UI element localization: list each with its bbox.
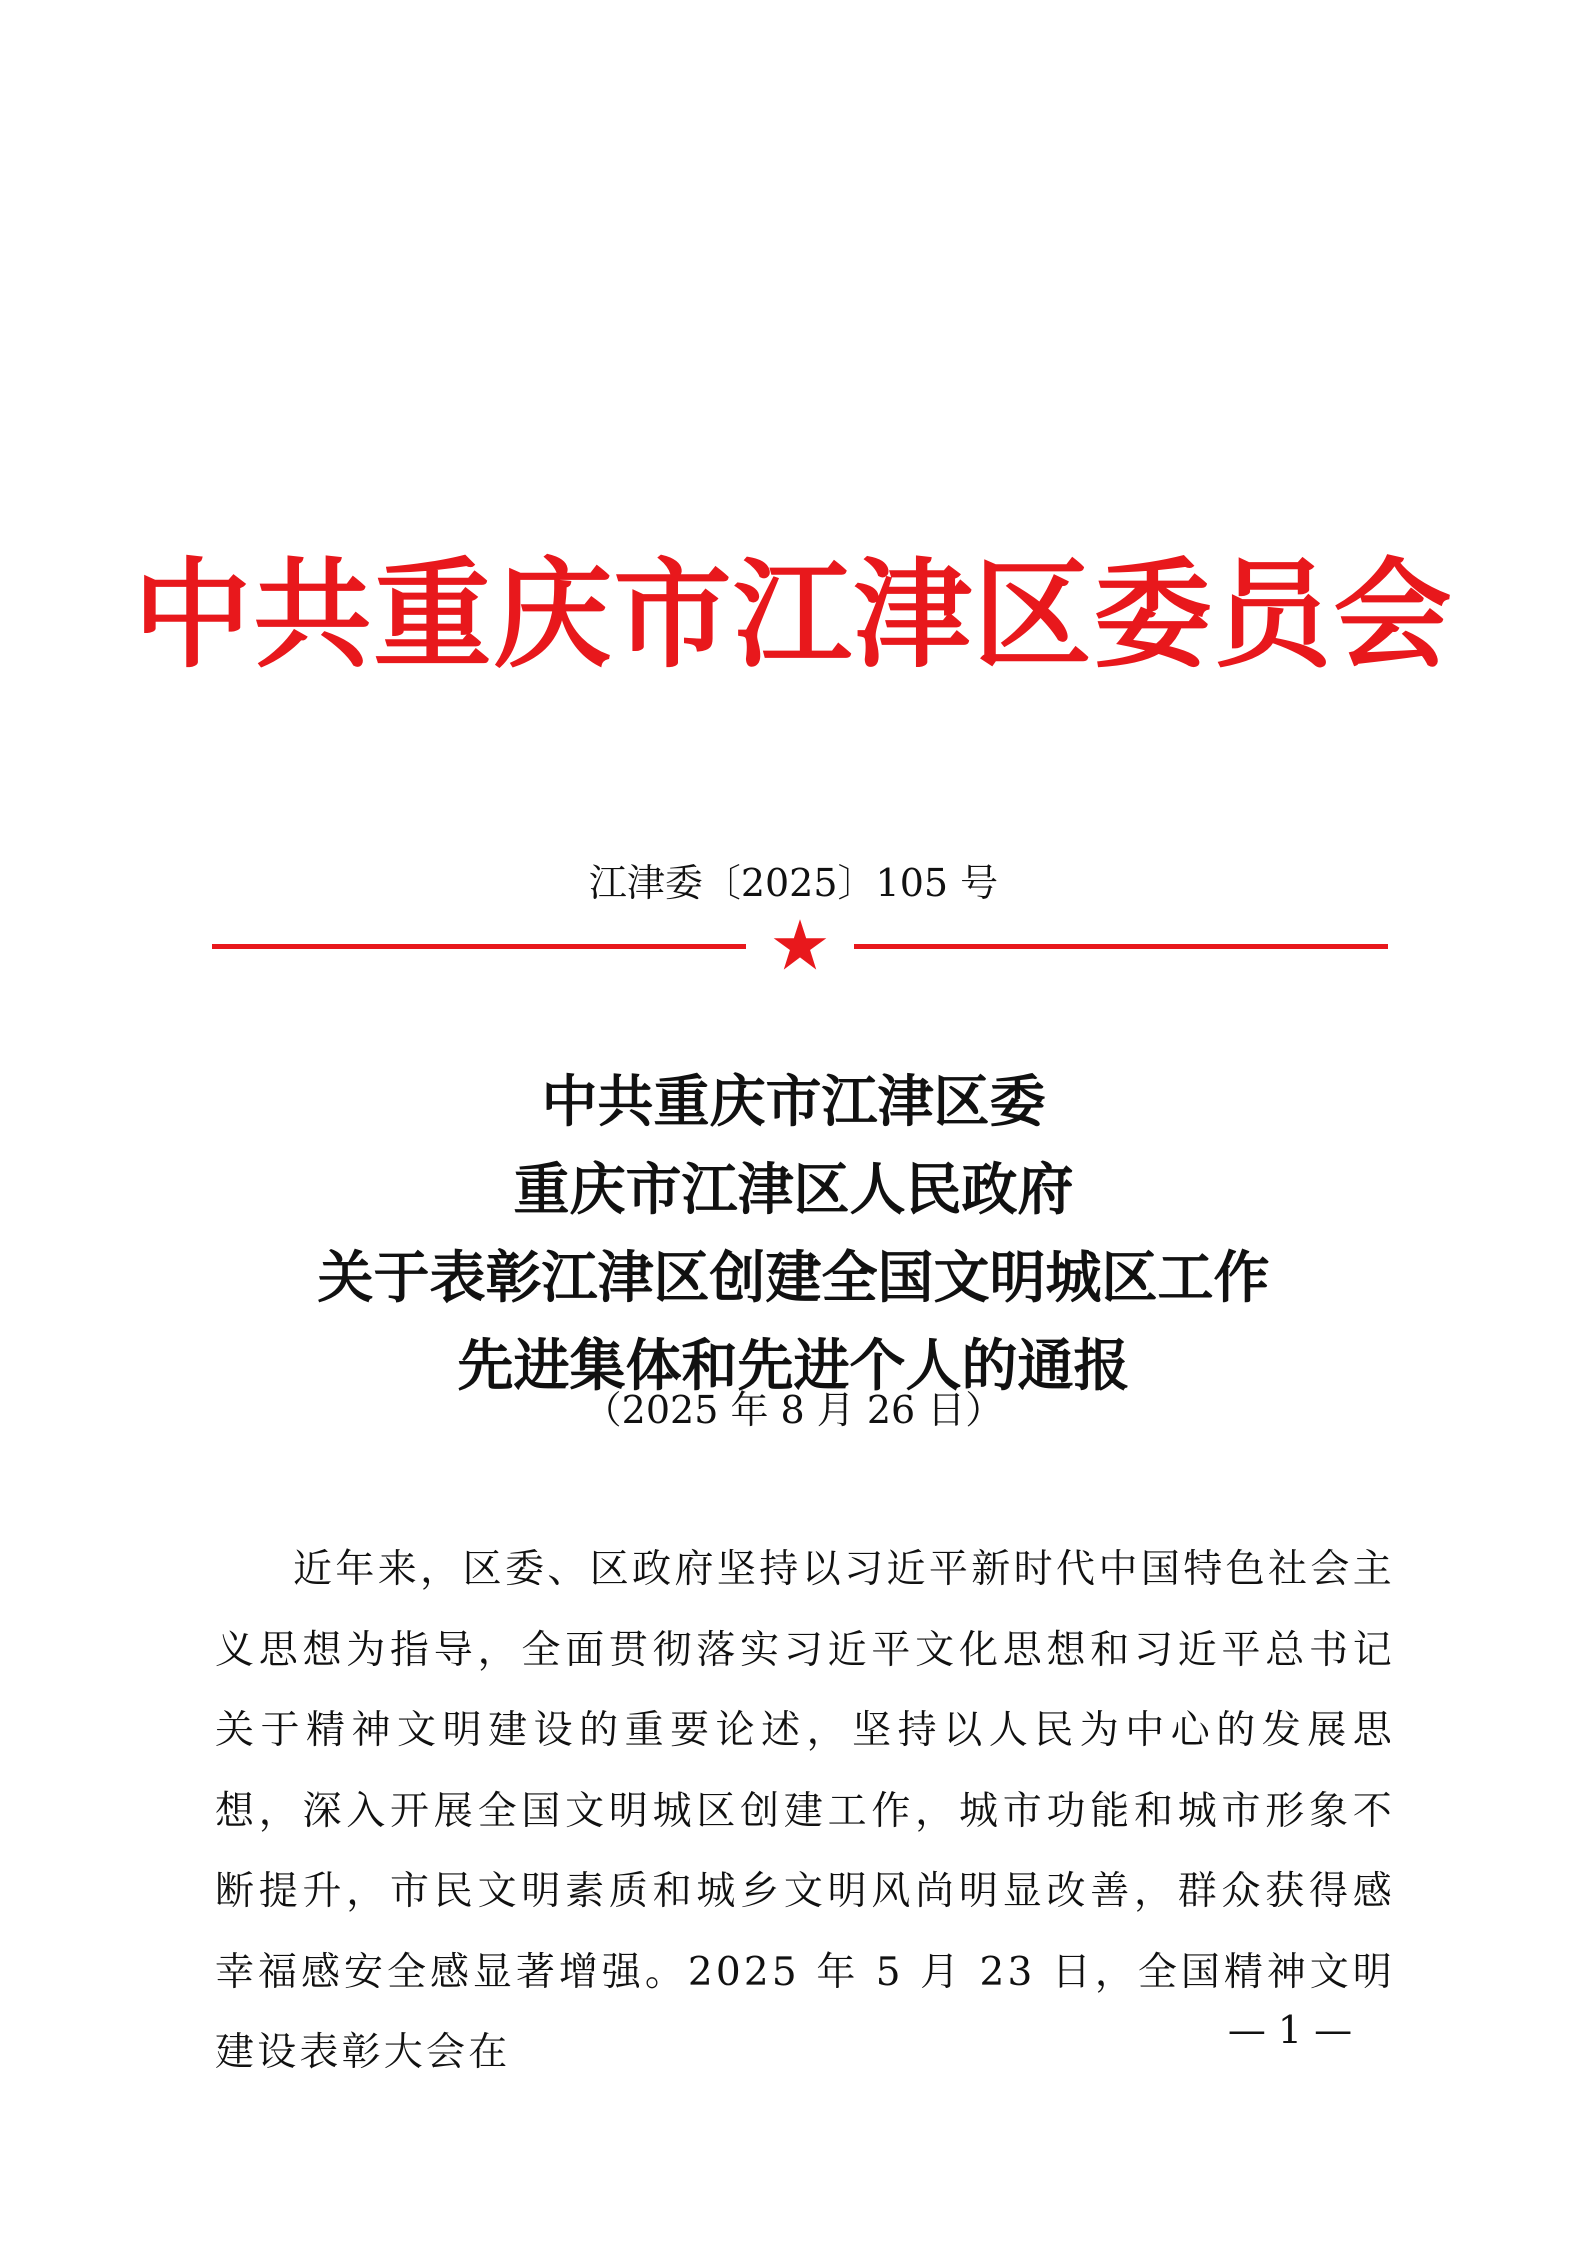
document-title xyxy=(0,1058,1587,1410)
body-paragraph: 近年来，区委、区政府坚持以习近平新时代中国特色社会主义思想为指导，全面贯彻落实习近平文化思想和习近平总书记关于精神文明建设的重要论述，坚持以人民为中心的发展思想，深入开展全国文明城区创建工作，城市功能和城市形象不断提升，市民文明素质和城乡文明风尚明显改善，群众获得感幸福感安全感显著增强。2025 年 5 月 23 日，全国精神文明建设表彰大会在 xyxy=(215,1547,1395,2075)
red-star-icon xyxy=(772,917,828,973)
title-line-1: 中共重庆市江津区委 xyxy=(541,1069,1046,1135)
red-divider-right xyxy=(854,944,1388,949)
document-number: 江津委〔2025〕105 号 xyxy=(588,861,999,905)
page-number: — 1 — xyxy=(1227,2008,1353,2052)
issuing-organization-header: 中共重庆市江津区委员会 xyxy=(133,545,1454,684)
red-divider-left xyxy=(212,944,746,949)
title-line-3: 关于表彰江津区创建全国文明城区工作 xyxy=(317,1245,1270,1311)
title-line-4: 先进集体和先进个人的通报 xyxy=(457,1333,1130,1399)
document-date: （2025 年 8 月 26 日） xyxy=(583,1388,1004,1432)
title-line-2: 重庆市江津区人民政府 xyxy=(513,1157,1074,1223)
